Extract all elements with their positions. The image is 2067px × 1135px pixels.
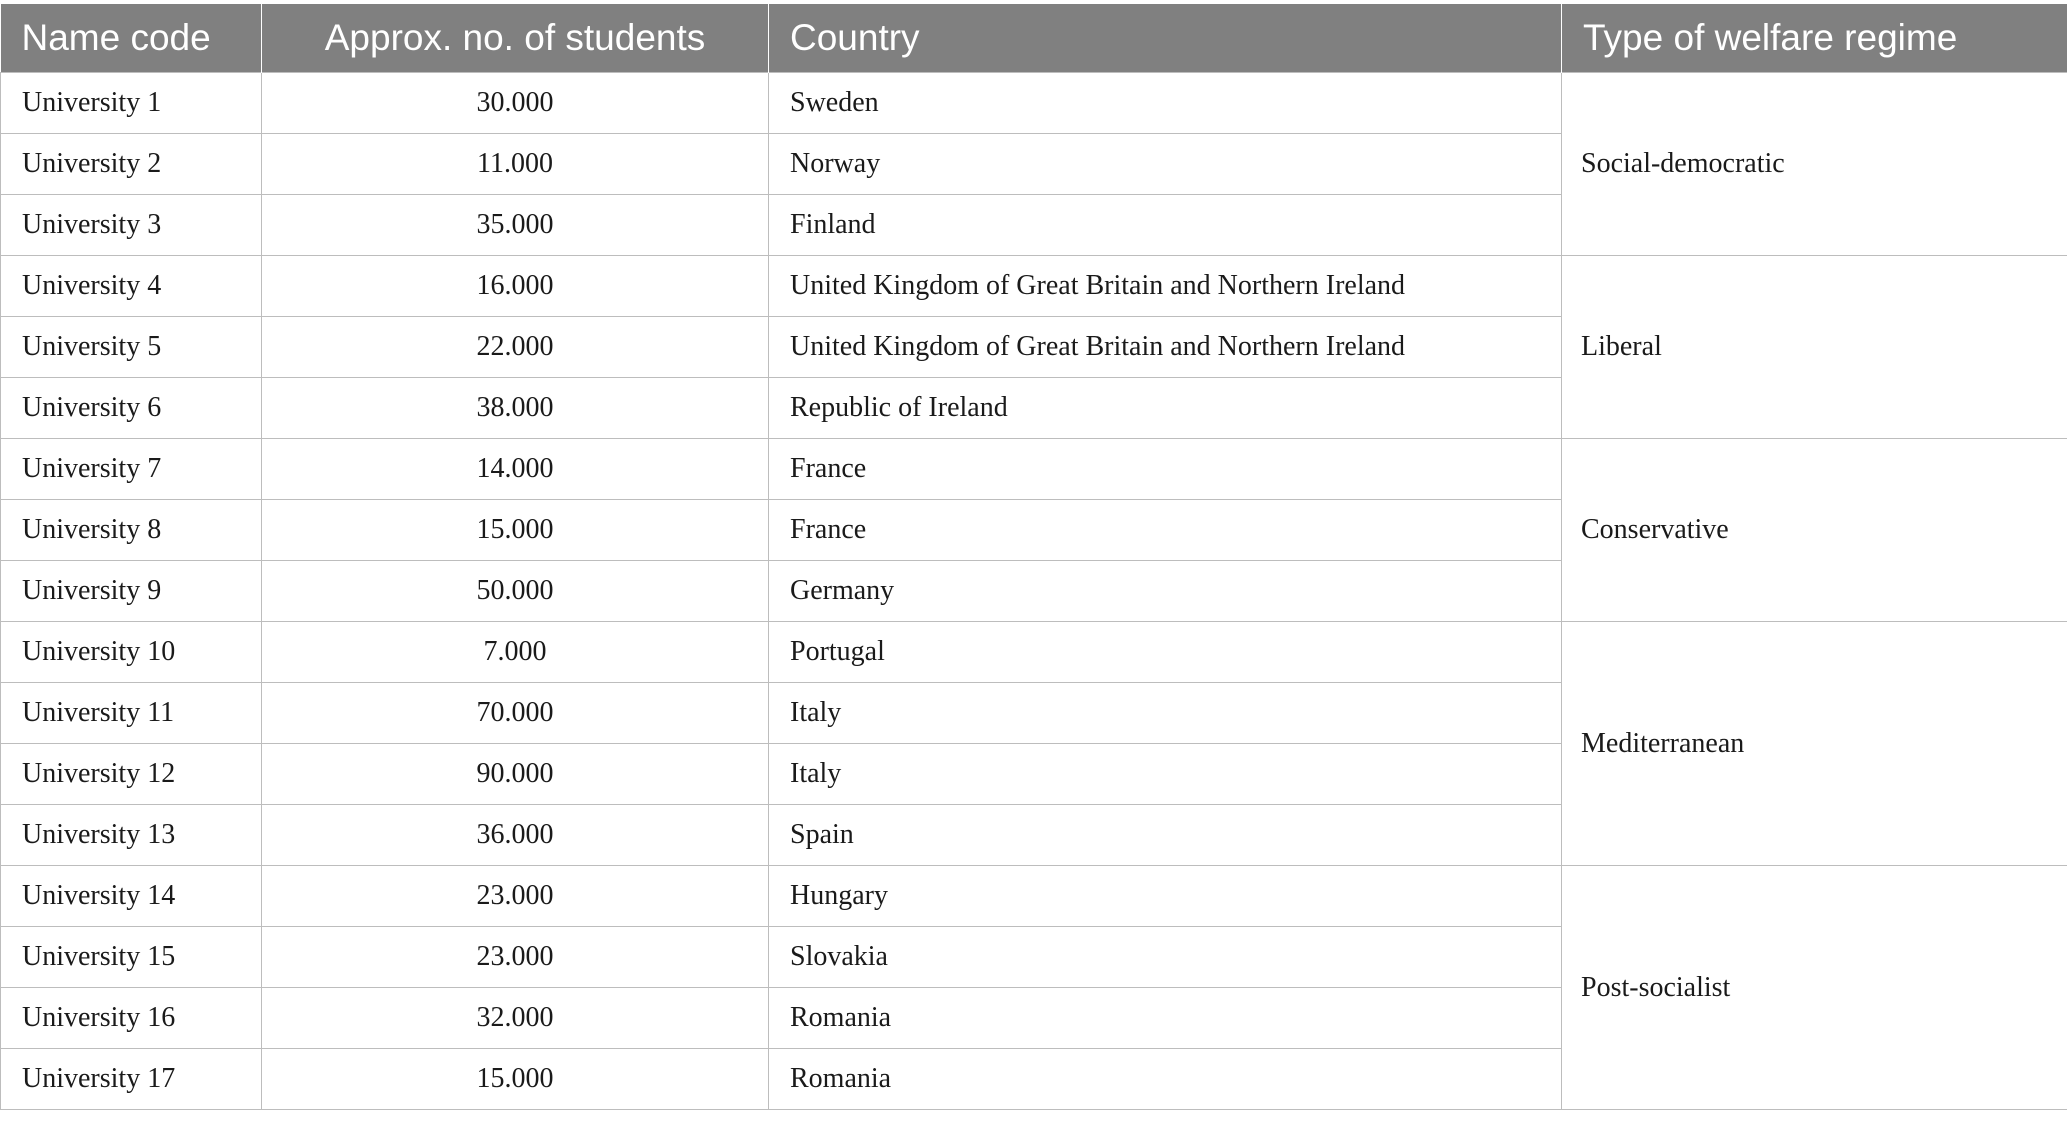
cell-name-code: University 16 xyxy=(1,988,262,1049)
cell-welfare-regime: Liberal xyxy=(1562,256,2067,439)
table-row xyxy=(1,622,2067,683)
universities-table xyxy=(0,4,2067,1110)
cell-country: Slovakia xyxy=(769,927,1562,988)
cell-country: Germany xyxy=(769,561,1562,622)
cell-name-code: University 2 xyxy=(1,134,262,195)
cell-name-code: University 17 xyxy=(1,1049,262,1110)
cell-name-code: University 3 xyxy=(1,195,262,256)
cell-welfare-regime: Conservative xyxy=(1562,439,2067,622)
cell-students: 23.000 xyxy=(262,927,769,988)
cell-country: United Kingdom of Great Britain and Northern Ireland xyxy=(769,256,1562,317)
cell-students: 14.000 xyxy=(262,439,769,500)
cell-students: 30.000 xyxy=(262,73,769,134)
cell-country: Romania xyxy=(769,988,1562,1049)
table-row xyxy=(1,73,2067,134)
header-row xyxy=(1,4,2067,73)
cell-name-code: University 6 xyxy=(1,378,262,439)
header-welfare-regime: Type of welfare regime xyxy=(1562,4,2067,73)
cell-country: France xyxy=(769,439,1562,500)
cell-country: France xyxy=(769,500,1562,561)
cell-students: 22.000 xyxy=(262,317,769,378)
cell-students: 38.000 xyxy=(262,378,769,439)
cell-country: Spain xyxy=(769,805,1562,866)
cell-students: 15.000 xyxy=(262,500,769,561)
header-students: Approx. no. of students xyxy=(262,4,769,73)
table-row xyxy=(1,256,2067,317)
cell-students: 35.000 xyxy=(262,195,769,256)
cell-country: Portugal xyxy=(769,622,1562,683)
cell-name-code: University 7 xyxy=(1,439,262,500)
cell-welfare-regime: Mediterranean xyxy=(1562,622,2067,866)
cell-students: 23.000 xyxy=(262,866,769,927)
cell-students: 32.000 xyxy=(262,988,769,1049)
cell-country: Sweden xyxy=(769,73,1562,134)
cell-name-code: University 13 xyxy=(1,805,262,866)
table-header xyxy=(1,4,2067,73)
cell-country: Hungary xyxy=(769,866,1562,927)
cell-students: 50.000 xyxy=(262,561,769,622)
universities-table-container xyxy=(0,4,2067,1110)
cell-students: 16.000 xyxy=(262,256,769,317)
header-name-code: Name code xyxy=(1,4,262,73)
cell-name-code: University 11 xyxy=(1,683,262,744)
cell-students: 11.000 xyxy=(262,134,769,195)
cell-country: United Kingdom of Great Britain and Northern Ireland xyxy=(769,317,1562,378)
table-row xyxy=(1,439,2067,500)
cell-students: 7.000 xyxy=(262,622,769,683)
cell-name-code: University 9 xyxy=(1,561,262,622)
cell-country: Norway xyxy=(769,134,1562,195)
header-country: Country xyxy=(769,4,1562,73)
cell-country: Finland xyxy=(769,195,1562,256)
cell-country: Italy xyxy=(769,744,1562,805)
cell-students: 70.000 xyxy=(262,683,769,744)
cell-name-code: University 4 xyxy=(1,256,262,317)
table-row xyxy=(1,866,2067,927)
cell-students: 90.000 xyxy=(262,744,769,805)
cell-country: Republic of Ireland xyxy=(769,378,1562,439)
cell-country: Italy xyxy=(769,683,1562,744)
cell-welfare-regime: Post-socialist xyxy=(1562,866,2067,1110)
cell-name-code: University 12 xyxy=(1,744,262,805)
cell-name-code: University 1 xyxy=(1,73,262,134)
cell-name-code: University 5 xyxy=(1,317,262,378)
cell-name-code: University 10 xyxy=(1,622,262,683)
cell-country: Romania xyxy=(769,1049,1562,1110)
cell-welfare-regime: Social-democratic xyxy=(1562,73,2067,256)
cell-name-code: University 8 xyxy=(1,500,262,561)
cell-students: 15.000 xyxy=(262,1049,769,1110)
cell-name-code: University 14 xyxy=(1,866,262,927)
cell-name-code: University 15 xyxy=(1,927,262,988)
cell-students: 36.000 xyxy=(262,805,769,866)
table-body xyxy=(1,73,2067,1110)
